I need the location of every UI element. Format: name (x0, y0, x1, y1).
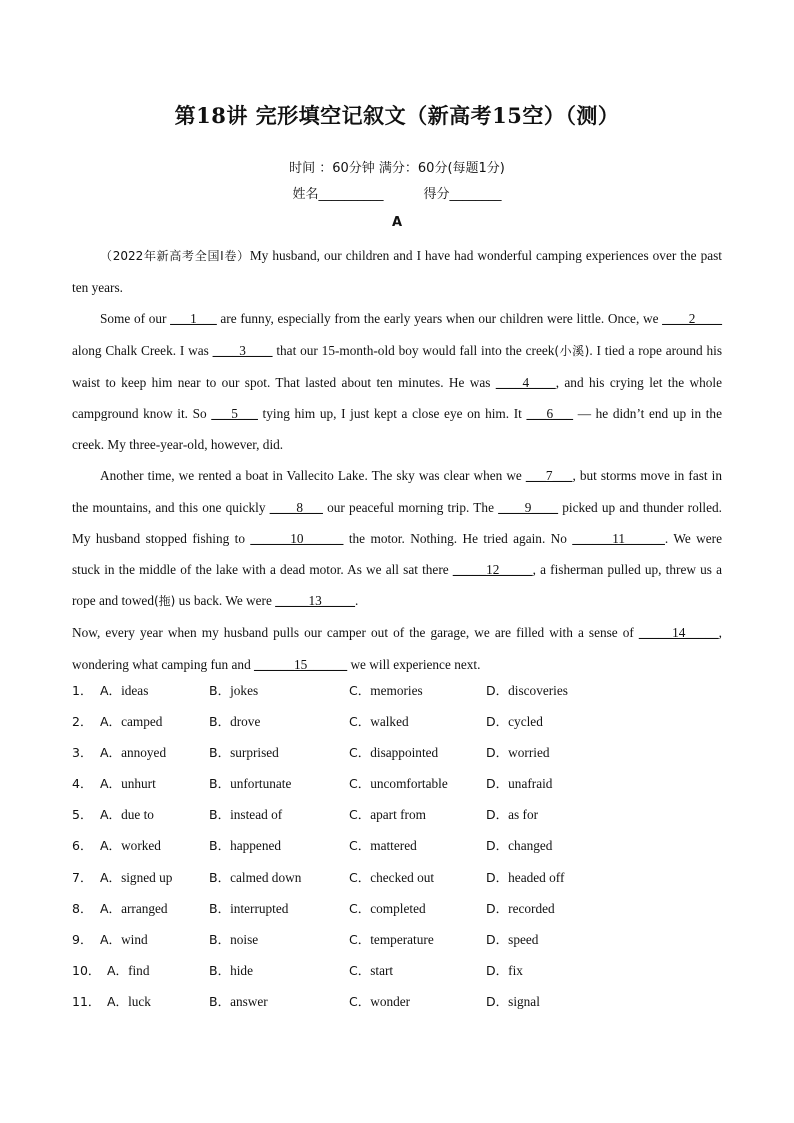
paragraph-text: Some of our (100, 311, 171, 327)
option-text: noise (230, 931, 259, 947)
option-letter: C． (349, 776, 371, 792)
option-a (107, 986, 151, 1017)
question-number: 9． (72, 931, 93, 947)
option-letter: D． (486, 776, 509, 792)
option-letter: D． (486, 869, 509, 885)
option-text: completed (370, 900, 426, 916)
option-c (349, 893, 426, 924)
option-letter: D． (486, 962, 509, 978)
option-a (100, 893, 168, 924)
option-d (486, 768, 552, 799)
option-text: cycled (508, 714, 543, 730)
option-letter: C． (349, 683, 371, 698)
option-letter: B． (209, 714, 231, 730)
option-text: ideas (121, 683, 149, 698)
option-c (349, 768, 448, 799)
option-text: drove (230, 714, 261, 730)
option-b (209, 799, 282, 830)
name-field-label: 姓名__________ (292, 187, 384, 202)
option-text: wonder (370, 993, 411, 1009)
option-text: jokes (230, 683, 259, 698)
option-a (100, 768, 156, 799)
option-a (100, 924, 148, 955)
blank-11: ______11______ (572, 530, 665, 546)
question-number: 5． (72, 807, 93, 823)
question-row (72, 924, 722, 955)
paragraph-text: the motor. Nothing. He tried again. No (343, 530, 573, 546)
option-b (209, 706, 260, 737)
blank-15: ______15______ (254, 656, 348, 672)
question-number: 2． (72, 714, 93, 730)
option-text: discoveries (508, 683, 568, 698)
question-row (72, 955, 722, 986)
paragraph-text: , and his crying let the whole campground know it. So (72, 374, 722, 422)
paragraph-3 (72, 460, 722, 617)
name-score-line (0, 183, 794, 202)
option-b (209, 955, 253, 986)
option-d (486, 706, 543, 737)
option-text: answer (230, 993, 268, 1009)
blank-12: _____12_____ (452, 562, 533, 578)
option-text: walked (370, 714, 409, 730)
question-number: 4． (72, 776, 93, 792)
option-c (349, 862, 434, 893)
option-letter: D． (486, 931, 509, 947)
option-letter: D． (486, 993, 509, 1009)
option-c (349, 955, 393, 986)
option-d (486, 737, 550, 768)
question-row (72, 862, 722, 893)
paragraph-1 (72, 240, 722, 303)
gloss-creek: (小溪) (554, 343, 590, 358)
blank-3: ____3____ (212, 342, 273, 358)
blank-1: ___1___ (170, 311, 217, 327)
paragraph-text: that our 15-month-old boy would fall into the creek (272, 342, 555, 358)
option-text: apart from (370, 807, 426, 823)
option-letter: B． (209, 838, 231, 854)
option-letter: C． (349, 807, 371, 823)
question-row (72, 737, 722, 768)
question-row (72, 768, 722, 799)
question-row (72, 893, 722, 924)
option-a (100, 706, 162, 737)
answer-options (72, 675, 722, 1017)
paragraph-text: picked up and thunder rolled. My husband stopped fishing to (72, 499, 722, 546)
option-d (486, 986, 540, 1017)
question-number: 8． (72, 900, 93, 916)
option-d (486, 862, 564, 893)
option-letter: C． (349, 900, 371, 916)
option-text: happened (230, 838, 282, 854)
question-number: 10． (72, 962, 101, 978)
option-text: instead of (230, 807, 283, 823)
option-b (209, 893, 288, 924)
option-letter: D． (486, 683, 509, 698)
paragraph-text: . I tied a rope around his waist to keep him near to our spot. That lasted about ten minutes. He was (72, 342, 722, 390)
paragraph-text: are funny, especially from the early years when our children were little. Once, we (216, 311, 663, 327)
source-note: （2022年新高考全国I卷） (100, 249, 250, 263)
option-letter: A． (100, 745, 122, 761)
option-text: find (128, 962, 150, 978)
blank-8: ____8___ (269, 499, 323, 515)
cloze-passage (72, 240, 722, 680)
paragraph-text: . We were stuck in the middle of the lake with a dead motor. As we all sat there (72, 530, 722, 578)
option-letter: C． (349, 745, 371, 761)
page-title: 第18讲 完形填空记叙文（新高考15空）（测） (174, 103, 620, 128)
option-c (349, 986, 410, 1017)
option-c (349, 830, 417, 861)
option-a (100, 862, 172, 893)
option-letter: D． (486, 838, 509, 854)
paragraph-4 (72, 617, 722, 679)
option-text: luck (128, 993, 151, 1009)
option-a (100, 675, 148, 706)
paragraph-text: along Chalk Creek. I was (72, 342, 213, 358)
option-b (209, 675, 258, 706)
paragraph-text: Now, every year when my husband pulls our camper out of the garage, we are filled with a sense of (72, 625, 639, 641)
option-letter: A． (100, 931, 122, 947)
blank-7: ___7___ (525, 468, 573, 484)
option-b (209, 737, 279, 768)
paragraph-text: tying him up, I just kept a close eye on him. It (257, 406, 527, 422)
option-d (486, 675, 568, 706)
paragraph-text: — he didn’t end up in the creek. My three-year-old, however, did. (72, 406, 722, 453)
blank-5: ___5___ (211, 406, 258, 422)
option-text: mattered (370, 838, 417, 854)
paragraph-text: Another time, we rented a boat in Vallecito Lake. The sky was clear when we (100, 468, 526, 484)
option-text: unhurt (121, 776, 156, 792)
option-b (209, 986, 268, 1017)
option-letter: B． (209, 962, 231, 978)
option-c (349, 706, 409, 737)
question-row (72, 675, 722, 706)
question-number: 11． (72, 993, 101, 1009)
option-a (107, 955, 149, 986)
option-text: annoyed (121, 745, 167, 761)
option-letter: B． (209, 900, 231, 916)
option-text: temperature (370, 931, 434, 947)
question-number: 6． (72, 838, 93, 854)
paragraph-text: we will experience next. (347, 656, 481, 672)
option-a (100, 737, 166, 768)
option-letter: A． (107, 962, 129, 978)
option-text: recorded (508, 900, 555, 916)
option-text: headed off (508, 869, 565, 885)
section-label: A (391, 215, 403, 230)
option-text: as for (508, 807, 539, 823)
option-text: changed (508, 838, 553, 854)
paragraph-text: My husband, our children and I have had wonderful camping experiences over the past ten years. (72, 248, 722, 296)
question-row (72, 706, 722, 737)
option-text: speed (508, 931, 539, 947)
option-d (486, 893, 555, 924)
question-row (72, 799, 722, 830)
option-letter: B． (209, 807, 231, 823)
option-letter: B． (209, 931, 231, 947)
blank-9: ____9____ (498, 499, 559, 515)
option-letter: C． (349, 714, 371, 730)
score-field-label: 得分________ (423, 187, 502, 202)
paragraph-text: . (355, 593, 359, 609)
blank-2: ____2____ (662, 311, 723, 327)
option-d (486, 830, 552, 861)
option-letter: A． (100, 714, 122, 730)
option-text: wind (121, 931, 148, 947)
option-c (349, 924, 434, 955)
option-text: calmed down (230, 869, 302, 885)
option-letter: A． (107, 993, 129, 1009)
option-letter: B． (209, 993, 231, 1009)
option-letter: B． (209, 776, 231, 792)
option-text: worked (121, 838, 161, 854)
option-text: signal (508, 993, 540, 1009)
option-letter: D． (486, 745, 509, 761)
option-letter: D． (486, 900, 509, 916)
option-text: memories (370, 683, 423, 698)
option-b (209, 862, 301, 893)
option-a (100, 799, 154, 830)
option-letter: A． (100, 807, 122, 823)
paragraph-text: , but storms move in fast in the mountains, and this one quickly (72, 468, 722, 515)
option-text: surprised (230, 745, 279, 761)
option-text: disappointed (370, 745, 439, 761)
blank-6: ___6___ (526, 406, 574, 422)
time-score-line: 时间 ：60分钟 满分：60分(每题1分) (289, 161, 505, 176)
blank-13: _____13_____ (275, 593, 355, 609)
option-letter: C． (349, 838, 371, 854)
blank-14: _____14_____ (638, 625, 719, 641)
option-letter: A． (100, 900, 122, 916)
option-c (349, 799, 426, 830)
option-letter: D． (486, 714, 509, 730)
option-text: unfortunate (230, 776, 292, 792)
option-c (349, 675, 423, 706)
option-letter: A． (100, 869, 122, 885)
option-text: camped (121, 714, 163, 730)
option-text: signed up (121, 869, 173, 885)
option-letter: A． (100, 838, 122, 854)
option-d (486, 924, 538, 955)
option-text: hide (230, 962, 253, 978)
option-text: arranged (121, 900, 168, 916)
paragraph-text: us back. We were (175, 593, 276, 609)
option-letter: D． (486, 807, 509, 823)
option-text: interrupted (230, 900, 289, 916)
gloss-tow: (拖) (153, 594, 176, 609)
option-text: fix (508, 962, 523, 978)
option-text: unafraid (508, 776, 553, 792)
question-row (72, 830, 722, 861)
option-letter: C． (349, 962, 371, 978)
option-b (209, 924, 258, 955)
paragraph-text: our peaceful morning trip. The (322, 499, 499, 515)
blank-4: ____4____ (495, 374, 556, 390)
paragraph-text: , a fisherman pulled up, threw us a rope and towed (72, 562, 722, 609)
option-d (486, 955, 523, 986)
question-number: 1． (72, 683, 93, 698)
paragraph-2 (72, 303, 722, 460)
question-number: 7． (72, 869, 93, 885)
option-c (349, 737, 438, 768)
option-b (209, 830, 281, 861)
question-number: 3． (72, 745, 93, 761)
option-text: start (370, 962, 394, 978)
option-a (100, 830, 161, 861)
option-b (209, 768, 291, 799)
option-letter: B． (209, 869, 231, 885)
option-letter: B． (209, 683, 231, 698)
blank-10: ______10______ (250, 530, 344, 546)
option-letter: C． (349, 931, 371, 947)
option-text: checked out (370, 869, 435, 885)
option-letter: C． (349, 993, 371, 1009)
option-letter: B． (209, 745, 231, 761)
option-letter: C． (349, 869, 371, 885)
option-text: due to (121, 807, 154, 823)
option-letter: A． (100, 776, 122, 792)
option-text: worried (508, 745, 550, 761)
option-text: uncomfortable (370, 776, 448, 792)
option-d (486, 799, 538, 830)
option-letter: A． (100, 683, 122, 698)
question-row (72, 986, 722, 1017)
paragraph-text: , wondering what camping fun and (72, 625, 722, 672)
